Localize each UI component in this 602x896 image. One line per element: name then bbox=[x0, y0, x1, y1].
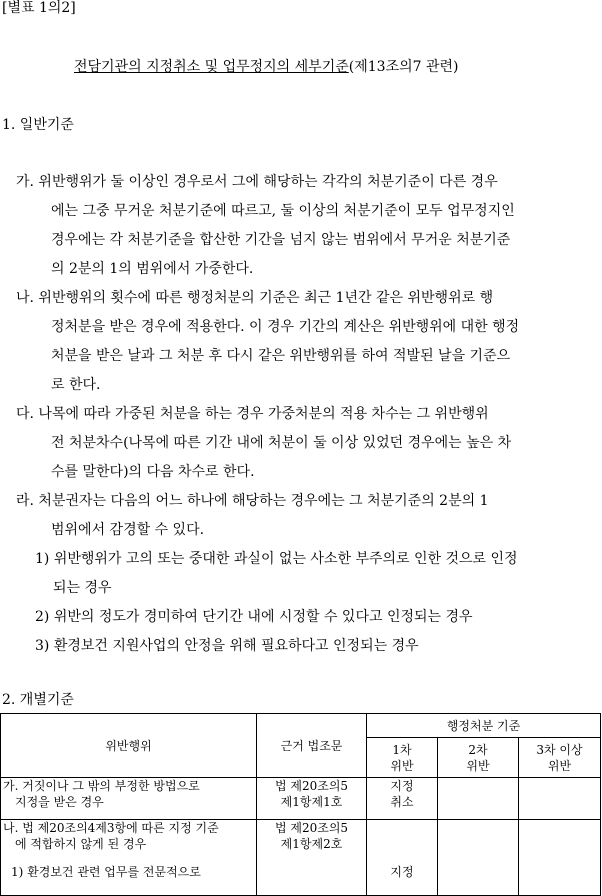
table-row bbox=[1, 778, 601, 820]
general-item-ra: 라. 처분권자는 다음의 어느 하나에 해당하는 경우에는 그 처분기준의 2분의 1 범위에서 감경할 수 있다. bbox=[16, 493, 489, 538]
row-law: 법 제20조의5 제1항제1호 bbox=[257, 778, 367, 820]
row-1st: 지정 bbox=[367, 820, 438, 896]
criteria-table bbox=[0, 713, 601, 896]
general-item-ga: 가. 위반행위가 둘 이상인 경우로서 그에 해당하는 각각의 처분기준이 다른 경우 에는 그중 무거운 처분기준에 따르고, 둘 이상의 처분기준이 모두 업무정지인 경우에는 각 처분기준을 합산한 기간을 넘지 않는 범위에서 무거운 처분기준 의 2분의 1의 범위에서 가중한다. bbox=[16, 174, 515, 277]
header-3rd: 3차 이상 위반 bbox=[519, 738, 601, 778]
annex-label: [별표 1의2] bbox=[2, 0, 76, 16]
row-1st: 지정 취소 bbox=[367, 778, 438, 820]
general-subitem-2: 2) 위반의 정도가 경미하여 단기간 내에 시정할 수 있다고 인정되는 경우 bbox=[35, 609, 473, 625]
row-law: 법 제20조의5 제1항제2호 bbox=[257, 820, 367, 896]
general-subitem-3: 3) 환경보건 지원사업의 안정을 위해 필요하다고 인정되는 경우 bbox=[35, 638, 419, 654]
header-violation: 위반행위 bbox=[1, 714, 257, 778]
title-suffix: (제13조의7 관련) bbox=[348, 59, 459, 75]
header-law: 근거 법조문 bbox=[257, 714, 367, 778]
page-title bbox=[74, 57, 458, 77]
row-2nd bbox=[438, 820, 519, 896]
header-1st: 1차 위반 bbox=[367, 738, 438, 778]
general-item-na: 나. 위반행위의 횟수에 따른 행정처분의 기준은 최근 1년간 같은 위반행위로 행 정처분을 받은 경우에 적용한다. 이 경우 기간의 계산은 위반행위에 대한 행정 처분을 받은 날과 그 처분 후 다시 같은 위반행위를 하여 적발된 날을 기준으 로 한다. bbox=[16, 290, 520, 393]
header-2nd: 2차 위반 bbox=[438, 738, 519, 778]
general-subitem-1: 1) 위반행위가 고의 또는 중대한 과실이 없는 사소한 부주의로 인한 것으로 인정 되는 경우 bbox=[35, 551, 518, 596]
header-disposition-group: 행정처분 기준 bbox=[367, 714, 601, 738]
row-violation: 나. 법 제20조의4제3항에 따른 지정 기준 에 적합하지 않게 된 경우 1) 환경보건 관련 업무를 전문적으로 bbox=[1, 820, 257, 896]
table-row bbox=[1, 820, 601, 896]
title-main: 전담기관의 지정취소 및 업무정지의 세부기준 bbox=[74, 59, 349, 75]
section1-heading: 1. 일반기준 bbox=[2, 117, 74, 133]
general-item-da: 다. 나목에 따라 가중된 처분을 하는 경우 가중처분의 적용 차수는 그 위반행위 전 처분차수(나목에 따른 기간 내에 처분이 둘 이상 있었던 경우에는 높은 차 수를 말한다)의 다음 차수로 한다. bbox=[16, 406, 512, 480]
row-violation: 가. 거짓이나 그 밖의 부정한 방법으로 지정을 받은 경우 bbox=[1, 778, 257, 820]
section2-heading: 2. 개별기준 bbox=[2, 692, 74, 708]
row-3rd bbox=[519, 820, 601, 896]
row-2nd bbox=[438, 778, 519, 820]
row-3rd bbox=[519, 778, 601, 820]
